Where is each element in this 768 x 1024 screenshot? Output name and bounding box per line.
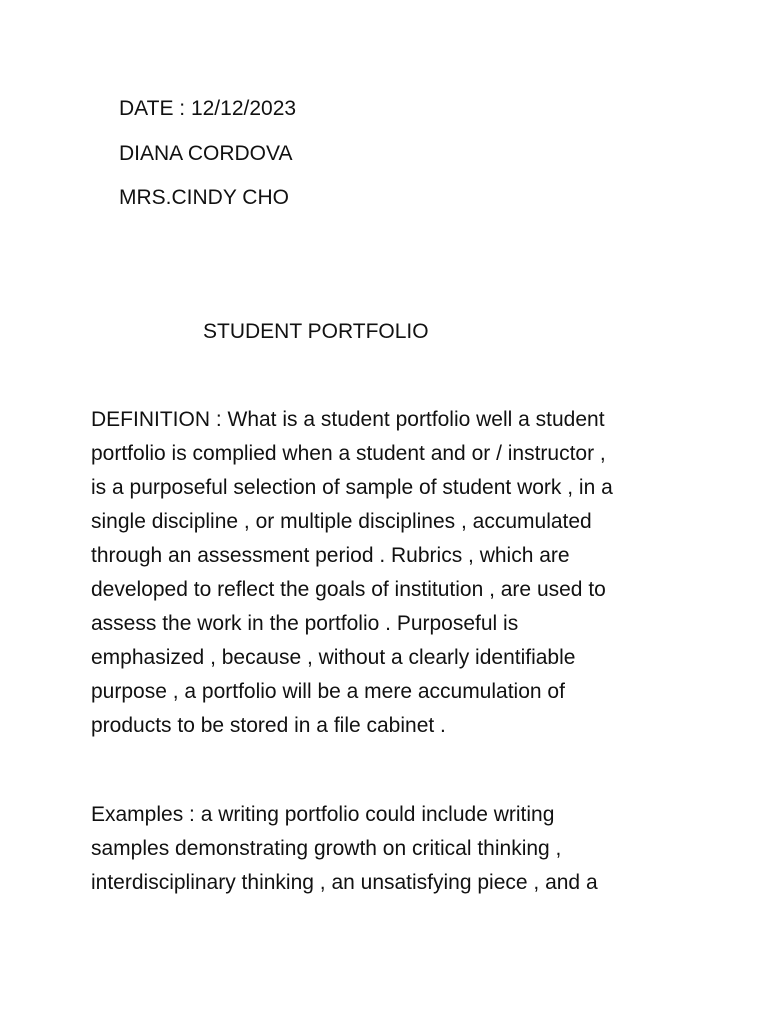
paragraph-line: products to be stored in a file cabinet .	[91, 714, 446, 737]
student-name: DIANA CORDOVA	[119, 142, 293, 165]
paragraph-line: interdisciplinary thinking , an unsatisfying piece , and a	[91, 871, 598, 894]
paragraph-line: portfolio is complied when a student and or / instructor ,	[91, 442, 606, 465]
paragraph-line: DEFINITION : What is a student portfolio well a student	[91, 408, 605, 431]
paragraph-line: single discipline , or multiple disciplines , accumulated	[91, 510, 592, 533]
paragraph-line: emphasized , because , without a clearly identifiable	[91, 646, 576, 669]
examples-paragraph	[91, 798, 691, 900]
paragraph-line: through an assessment period . Rubrics , which are	[91, 544, 570, 567]
teacher-name: MRS.CINDY CHO	[119, 186, 289, 209]
paragraph-line: samples demonstrating growth on critical thinking ,	[91, 837, 562, 860]
paragraph-line: is a purposeful selection of sample of student work , in a	[91, 476, 613, 499]
paragraph-line: assess the work in the portfolio . Purposeful is	[91, 612, 519, 635]
paragraph-line: Examples : a writing portfolio could include writing	[91, 803, 555, 826]
paragraph-line: purpose , a portfolio will be a mere accumulation of	[91, 680, 565, 703]
date-line: DATE : 12/12/2023	[119, 97, 297, 120]
paragraph-line: developed to reflect the goals of institution , are used to	[91, 578, 606, 601]
definition-paragraph	[91, 403, 691, 743]
document-title: STUDENT PORTFOLIO	[203, 320, 429, 343]
